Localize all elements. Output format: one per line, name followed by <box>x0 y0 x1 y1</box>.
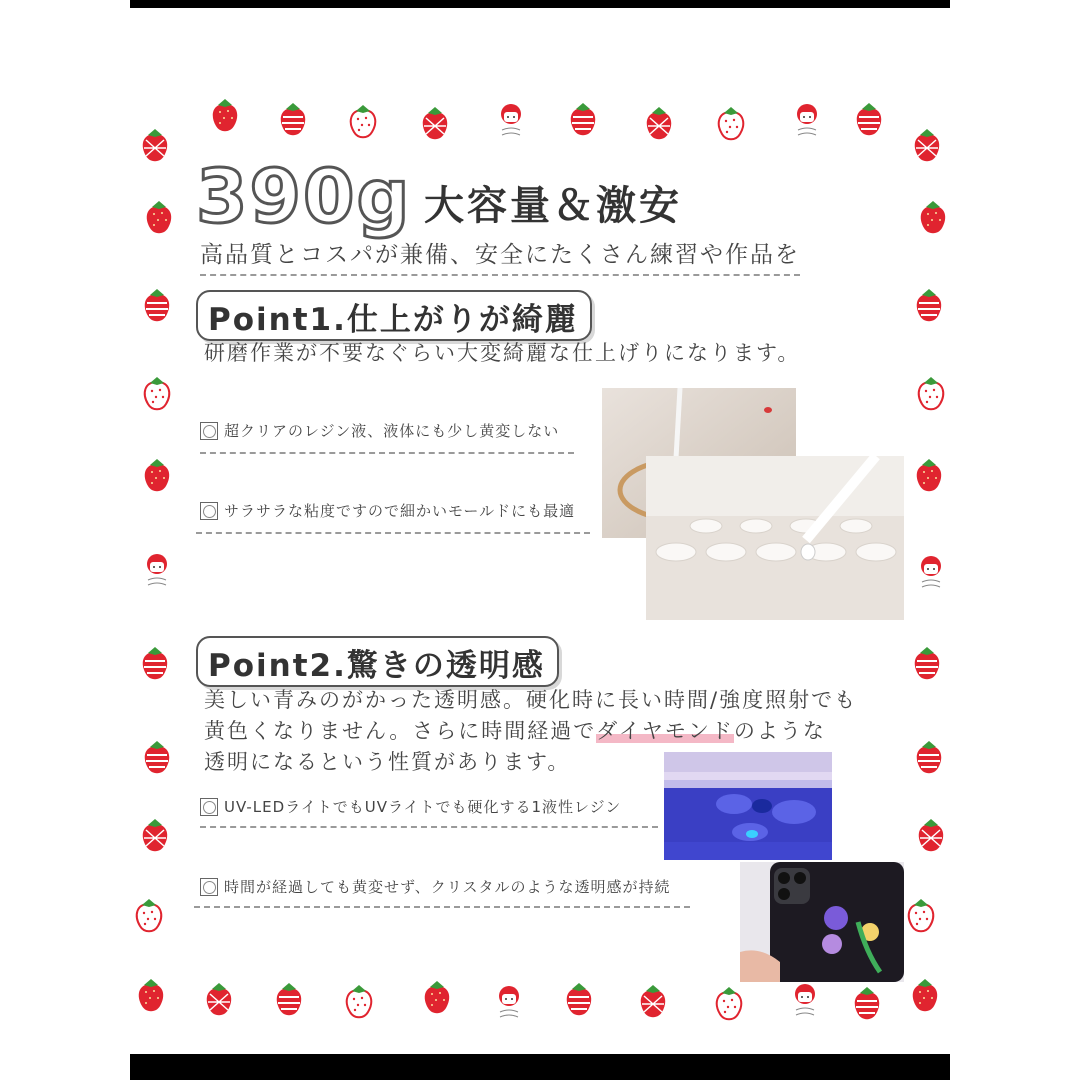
strawberry-icon <box>202 980 236 1020</box>
strawberry-icon <box>494 100 528 140</box>
strawberry-icon <box>642 104 676 144</box>
strawberry-icon <box>908 976 942 1016</box>
strawberry-icon <box>566 100 600 140</box>
point2-line-3: 透明になるという性質があります。 <box>204 750 571 774</box>
divider <box>196 532 590 534</box>
strawberry-icon <box>132 896 166 936</box>
point2-line-2-end: のような <box>733 719 826 743</box>
point1-check-1 <box>200 420 559 441</box>
point1-check-2 <box>200 500 575 521</box>
strawberry-icon <box>138 126 172 166</box>
capacity-number: 390g <box>196 154 412 240</box>
point1-description: 研磨作業が不要なぐらい大変綺麗な仕上げりになります。 <box>204 341 801 365</box>
strawberry-icon <box>912 286 946 326</box>
strawberry-icon <box>140 550 174 590</box>
checkbox-icon <box>200 422 218 440</box>
strawberry-icon <box>342 982 376 1022</box>
uv-lamp-photo <box>664 752 832 860</box>
strawberry-icon <box>714 104 748 144</box>
strawberry-icon <box>790 100 824 140</box>
strawberry-icon <box>138 644 172 684</box>
strawberry-icon <box>914 374 948 414</box>
check-text: 超クリアのレジン液、液体にも少し黄変しない <box>224 422 560 440</box>
strawberry-icon <box>712 984 746 1024</box>
strawberry-icon <box>138 816 172 856</box>
strawberry-icon <box>636 982 670 1022</box>
strawberry-icon <box>910 644 944 684</box>
strawberry-icon <box>142 198 176 238</box>
point2-label: Point2.驚きの透明感 <box>196 636 559 687</box>
heading-subline: 高品質とコスパが兼備、安全にたくさん練習や作品を <box>200 242 800 268</box>
strawberry-icon <box>850 984 884 1024</box>
checkbox-icon <box>200 878 218 896</box>
point1-label: Point1.仕上がりが綺麗 <box>196 290 592 341</box>
strawberry-icon <box>852 100 886 140</box>
top-bar <box>130 0 950 8</box>
strawberry-icon <box>418 104 452 144</box>
strawberry-icon <box>140 286 174 326</box>
strawberry-icon <box>140 374 174 414</box>
point2-line-2-text: 黄色くなりません。さらに時間経過で <box>204 719 597 743</box>
mold-dropper-photo <box>646 456 904 620</box>
strawberry-icon <box>420 978 454 1018</box>
divider <box>200 452 574 454</box>
point2-line-2 <box>204 715 826 748</box>
strawberry-icon <box>788 980 822 1020</box>
strawberry-icon <box>276 100 310 140</box>
strawberry-icon <box>272 980 306 1020</box>
phone-case-photo <box>740 862 904 982</box>
strawberry-icon <box>562 980 596 1020</box>
diamond-highlight: ダイヤモンド <box>596 719 734 743</box>
strawberry-icon <box>208 96 242 136</box>
point2-check-2 <box>200 876 671 897</box>
divider <box>200 274 800 276</box>
heading-title: 大容量＆激安 <box>424 183 682 229</box>
strawberry-icon <box>134 976 168 1016</box>
strawberry-icon <box>346 102 380 142</box>
strawberry-icon <box>904 896 938 936</box>
check-text: UV-LEDライトでもUVライトでも硬化する1液性レジン <box>224 798 622 816</box>
bottom-bar <box>130 1054 950 1080</box>
checkbox-icon <box>200 798 218 816</box>
strawberry-icon <box>916 198 950 238</box>
point2-check-1 <box>200 796 621 817</box>
strawberry-icon <box>914 816 948 856</box>
strawberry-icon <box>914 552 948 592</box>
check-text: サラサラな粘度ですので細かいモールドにも最適 <box>224 502 576 520</box>
checkbox-icon <box>200 502 218 520</box>
strawberry-icon <box>912 456 946 496</box>
strawberry-icon <box>910 126 944 166</box>
strawberry-icon <box>140 738 174 778</box>
strawberry-icon <box>140 456 174 496</box>
strawberry-icon <box>492 982 526 1022</box>
strawberry-icon <box>912 738 946 778</box>
divider <box>194 906 690 908</box>
divider <box>200 826 658 828</box>
point2-line-1: 美しい青みのがかった透明感。硬化時に長い時間/強度照射でも <box>204 688 858 712</box>
check-text: 時間が経過しても黄変せず、クリスタルのような透明感が持続 <box>224 878 671 896</box>
